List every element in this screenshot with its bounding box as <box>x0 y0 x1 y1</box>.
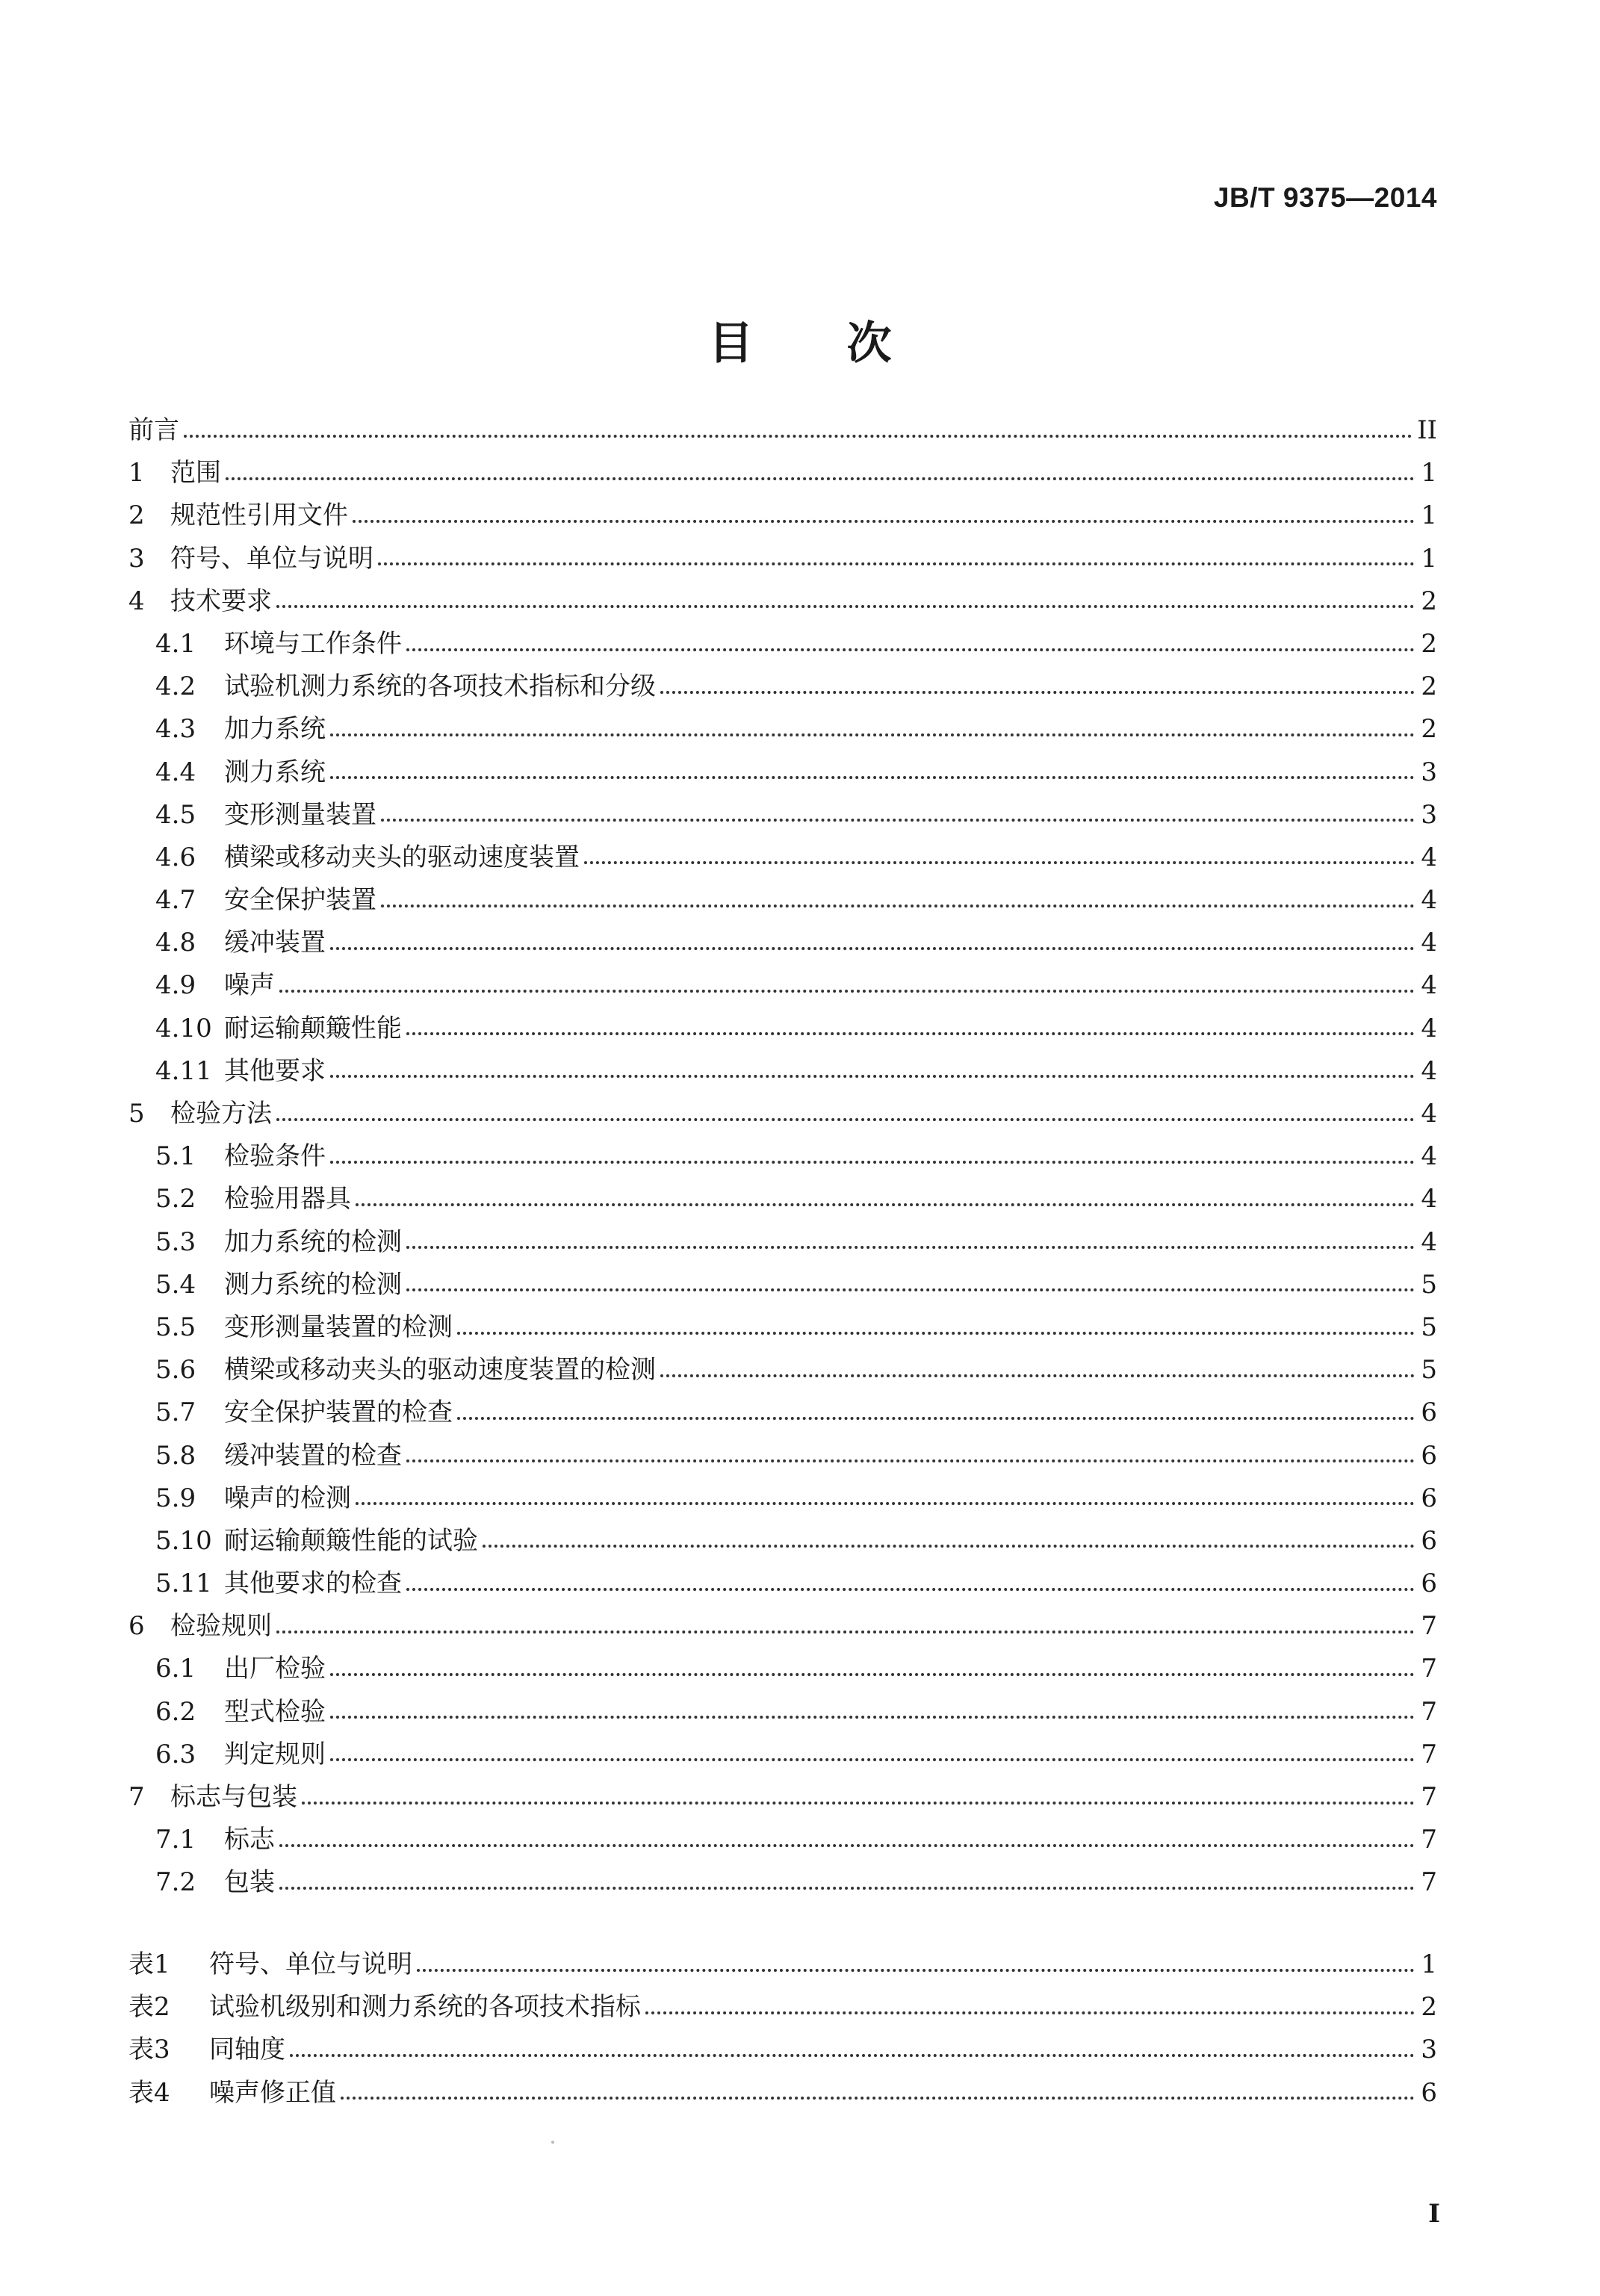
dot-leader <box>302 1802 1415 1805</box>
dot-leader <box>184 435 1413 438</box>
entry-page-number: 4 <box>1421 1226 1437 1257</box>
entry-number: 5.11 <box>155 1569 212 1599</box>
entry-page-number: 4 <box>1421 1099 1437 1129</box>
entry-title: 判定规则 <box>224 1739 326 1769</box>
dot-leader <box>330 1075 1415 1078</box>
entry-title: 安全保护装置的检查 <box>224 1397 453 1428</box>
dot-leader <box>279 990 1415 993</box>
toc-entry[interactable] <box>128 1349 1437 1391</box>
entry-page-number: 4 <box>1421 885 1437 916</box>
entry-page-number: 2 <box>1421 628 1437 659</box>
entry-page-number: II <box>1417 415 1437 445</box>
entry-title: 前言 <box>128 415 179 445</box>
entry-page-number: 4 <box>1421 1184 1437 1214</box>
dot-leader <box>330 947 1415 950</box>
entry-page-number: 7 <box>1421 1867 1437 1898</box>
entry-number: 2 <box>128 500 145 531</box>
entry-number: 4.8 <box>155 928 196 958</box>
entry-title: 横梁或移动夹头的驱动速度装置 <box>224 842 580 872</box>
entry-title: 检验规则 <box>170 1611 272 1642</box>
dot-leader <box>406 1588 1415 1591</box>
entry-number: 1 <box>128 458 145 488</box>
dot-leader <box>381 905 1415 907</box>
entry-number: 5 <box>128 1099 145 1129</box>
dot-leader <box>341 2097 1415 2100</box>
entry-title: 同轴度 <box>209 2035 285 2065</box>
page-number: I <box>1428 2199 1440 2229</box>
dot-leader <box>330 1716 1415 1719</box>
dot-leader <box>330 1758 1415 1761</box>
table-list-entry[interactable] <box>128 2029 1437 2071</box>
entry-number: 4.9 <box>155 970 196 1001</box>
entry-title: 噪声修正值 <box>209 2077 336 2108</box>
entry-number: 表3 <box>128 2035 170 2065</box>
list-of-tables <box>128 1943 1437 2115</box>
dot-leader <box>483 1545 1415 1548</box>
entry-page-number: 4 <box>1421 1141 1437 1172</box>
entry-title: 安全保护装置 <box>224 885 376 916</box>
dot-leader <box>279 1887 1415 1890</box>
entry-title: 测力系统 <box>224 757 326 787</box>
toc-entry[interactable] <box>128 1605 1437 1648</box>
dot-leader <box>417 1969 1415 1972</box>
entry-page-number: 4 <box>1421 928 1437 958</box>
entry-page-number: 6 <box>1421 1483 1437 1513</box>
entry-number: 7 <box>128 1782 145 1812</box>
scan-speck <box>551 2141 554 2144</box>
entry-number: 5.4 <box>155 1269 196 1300</box>
entry-page-number: 7 <box>1421 1611 1437 1642</box>
entry-title: 检验方法 <box>170 1099 272 1129</box>
entry-number: 5.7 <box>155 1397 196 1428</box>
entry-number: 6.1 <box>155 1654 196 1684</box>
toc-entry[interactable] <box>128 1861 1437 1904</box>
entry-page-number: 6 <box>1421 1440 1437 1471</box>
table-of-contents <box>128 409 1437 1905</box>
toc-entry[interactable] <box>128 922 1437 964</box>
entry-title: 检验条件 <box>224 1141 326 1172</box>
entry-page-number: 7 <box>1421 1782 1437 1812</box>
entry-page-number: 1 <box>1421 543 1437 574</box>
dot-leader <box>406 1246 1415 1249</box>
entry-page-number: 3 <box>1421 2035 1437 2065</box>
entry-title: 测力系统的检测 <box>224 1269 402 1300</box>
toc-entry[interactable] <box>128 494 1437 537</box>
entry-page-number: 2 <box>1421 1992 1437 2023</box>
entry-page-number: 1 <box>1421 1949 1437 1979</box>
entry-number: 5.10 <box>155 1525 212 1556</box>
entry-number: 6.2 <box>155 1696 196 1727</box>
entry-page-number: 2 <box>1421 586 1437 616</box>
entry-number: 6 <box>128 1611 145 1642</box>
entry-page-number: 6 <box>1421 1397 1437 1428</box>
toc-entry[interactable] <box>128 409 1437 452</box>
toc-entry[interactable] <box>128 452 1437 494</box>
entry-title: 标志与包装 <box>170 1782 297 1812</box>
entry-page-number: 5 <box>1421 1269 1437 1300</box>
entry-number: 5.3 <box>155 1226 196 1257</box>
dot-leader <box>406 1459 1415 1462</box>
entry-title: 环境与工作条件 <box>224 628 402 659</box>
dot-leader <box>279 1844 1415 1847</box>
entry-number: 4.5 <box>155 799 196 830</box>
standard-code: JB/T 9375—2014 <box>1213 182 1437 213</box>
table-list-entry[interactable] <box>128 1943 1437 1986</box>
entry-number: 4.11 <box>155 1055 212 1086</box>
entry-page-number: 1 <box>1421 500 1437 531</box>
dot-leader <box>330 1161 1415 1164</box>
entry-number: 5.2 <box>155 1184 196 1214</box>
dot-leader <box>356 1203 1415 1206</box>
entry-title: 出厂检验 <box>224 1654 326 1684</box>
entry-title: 缓冲装置的检查 <box>224 1440 402 1471</box>
entry-number: 5.5 <box>155 1312 196 1342</box>
toc-entry[interactable] <box>128 1221 1437 1264</box>
toc-entry[interactable] <box>128 1819 1437 1861</box>
entry-number: 5.9 <box>155 1483 196 1513</box>
toc-entry[interactable] <box>128 1435 1437 1477</box>
toc-entry[interactable] <box>128 837 1437 879</box>
entry-page-number: 4 <box>1421 842 1437 872</box>
entry-title: 加力系统 <box>224 714 326 745</box>
entry-title: 噪声 <box>224 970 275 1001</box>
entry-page-number: 3 <box>1421 757 1437 787</box>
entry-number: 6.3 <box>155 1739 196 1769</box>
toc-entry[interactable] <box>128 751 1437 794</box>
entry-page-number: 7 <box>1421 1825 1437 1855</box>
entry-title: 耐运输颠簸性能 <box>224 1013 402 1043</box>
toc-entry[interactable] <box>128 580 1437 623</box>
dot-leader <box>356 1502 1415 1505</box>
toc-entry[interactable] <box>128 1734 1437 1776</box>
dot-leader <box>406 1032 1415 1035</box>
toc-entry[interactable] <box>128 623 1437 665</box>
dot-leader <box>353 520 1415 523</box>
entry-number: 表4 <box>128 2077 170 2108</box>
toc-entry[interactable] <box>128 964 1437 1007</box>
toc-entry[interactable] <box>128 665 1437 708</box>
dot-leader <box>276 605 1415 608</box>
entry-title: 噪声的检测 <box>224 1483 351 1513</box>
entry-title: 检验用器具 <box>224 1184 351 1214</box>
toc-entry[interactable] <box>128 538 1437 580</box>
toc-entry[interactable] <box>128 1264 1437 1306</box>
toc-entry[interactable] <box>128 1135 1437 1178</box>
toc-entry[interactable] <box>128 794 1437 837</box>
entry-page-number: 7 <box>1421 1696 1437 1727</box>
entry-number: 4.4 <box>155 757 196 787</box>
entry-page-number: 6 <box>1421 1525 1437 1556</box>
page-title: 目次 <box>708 317 985 370</box>
dot-leader <box>226 477 1415 480</box>
entry-title: 缓冲装置 <box>224 928 326 958</box>
entry-number: 表1 <box>128 1949 170 1979</box>
dot-leader <box>457 1417 1415 1420</box>
entry-page-number: 5 <box>1421 1312 1437 1342</box>
toc-entry[interactable] <box>128 1391 1437 1434</box>
toc-entry[interactable] <box>128 1776 1437 1819</box>
entry-page-number: 4 <box>1421 1013 1437 1043</box>
toc-entry[interactable] <box>128 1050 1437 1093</box>
entry-title: 变形测量装置的检测 <box>224 1312 453 1342</box>
entry-number: 7.2 <box>155 1867 196 1898</box>
toc-entry[interactable] <box>128 1563 1437 1605</box>
entry-number: 4.1 <box>155 628 196 659</box>
entry-number: 4.3 <box>155 714 196 745</box>
toc-entry[interactable] <box>128 1691 1437 1734</box>
entry-title: 技术要求 <box>170 586 272 616</box>
entry-title: 符号、单位与说明 <box>209 1949 412 1979</box>
entry-number: 5.6 <box>155 1355 196 1386</box>
table-list-entry[interactable] <box>128 1986 1437 2029</box>
toc-entry[interactable] <box>128 708 1437 751</box>
dot-leader <box>378 562 1415 565</box>
toc-entry[interactable] <box>128 1477 1437 1520</box>
dot-leader <box>406 1288 1415 1291</box>
dot-leader <box>276 1118 1415 1121</box>
entry-number: 4.7 <box>155 885 196 916</box>
dot-leader <box>330 1673 1415 1676</box>
entry-page-number: 7 <box>1421 1654 1437 1684</box>
table-list-entry[interactable] <box>128 2072 1437 2115</box>
entry-page-number: 6 <box>1421 1569 1437 1599</box>
entry-title: 耐运输颠簸性能的试验 <box>224 1525 478 1556</box>
entry-title: 符号、单位与说明 <box>170 543 373 574</box>
dot-leader <box>290 2054 1415 2057</box>
entry-title: 其他要求的检查 <box>224 1569 402 1599</box>
dot-leader <box>276 1631 1415 1633</box>
toc-entry[interactable] <box>128 1178 1437 1220</box>
dot-leader <box>584 861 1415 864</box>
entry-number: 4.2 <box>155 671 196 702</box>
entry-page-number: 7 <box>1421 1739 1437 1769</box>
entry-number: 5.1 <box>155 1141 196 1172</box>
toc-entry[interactable] <box>128 1008 1437 1050</box>
entry-title: 范围 <box>170 458 221 488</box>
entry-page-number: 4 <box>1421 970 1437 1001</box>
entry-title: 加力系统的检测 <box>224 1226 402 1257</box>
dot-leader <box>330 733 1415 736</box>
dot-leader <box>645 2011 1415 2014</box>
entry-title: 包装 <box>224 1867 275 1898</box>
toc-entry[interactable] <box>128 1648 1437 1690</box>
entry-number: 表2 <box>128 1992 170 2023</box>
entry-title: 其他要求 <box>224 1055 326 1086</box>
toc-entry[interactable] <box>128 879 1437 922</box>
entry-number: 7.1 <box>155 1825 196 1855</box>
entry-number: 3 <box>128 543 145 574</box>
entry-title: 试验机级别和测力系统的各项技术指标 <box>209 1992 641 2023</box>
dot-leader <box>330 776 1415 779</box>
entry-page-number: 5 <box>1421 1355 1437 1386</box>
entry-page-number: 4 <box>1421 1055 1437 1086</box>
entry-page-number: 2 <box>1421 714 1437 745</box>
entry-title: 规范性引用文件 <box>170 500 348 531</box>
entry-number: 5.8 <box>155 1440 196 1471</box>
dot-leader <box>660 1374 1415 1377</box>
dot-leader <box>406 648 1415 651</box>
toc-entry[interactable] <box>128 1306 1437 1349</box>
entry-page-number: 1 <box>1421 458 1437 488</box>
entry-number: 4.6 <box>155 842 196 872</box>
entry-number: 4 <box>128 586 145 616</box>
dot-leader <box>660 691 1415 694</box>
dot-leader <box>457 1332 1415 1335</box>
toc-entry[interactable] <box>128 1093 1437 1135</box>
entry-title: 型式检验 <box>224 1696 326 1727</box>
entry-page-number: 2 <box>1421 671 1437 702</box>
entry-title: 横梁或移动夹头的驱动速度装置的检测 <box>224 1355 656 1386</box>
entry-title: 标志 <box>224 1825 275 1855</box>
entry-page-number: 3 <box>1421 799 1437 830</box>
entry-title: 变形测量装置 <box>224 799 376 830</box>
toc-entry[interactable] <box>128 1520 1437 1563</box>
dot-leader <box>381 819 1415 822</box>
entry-title: 试验机测力系统的各项技术指标和分级 <box>224 671 656 702</box>
entry-page-number: 6 <box>1421 2077 1437 2108</box>
entry-number: 4.10 <box>155 1013 212 1043</box>
